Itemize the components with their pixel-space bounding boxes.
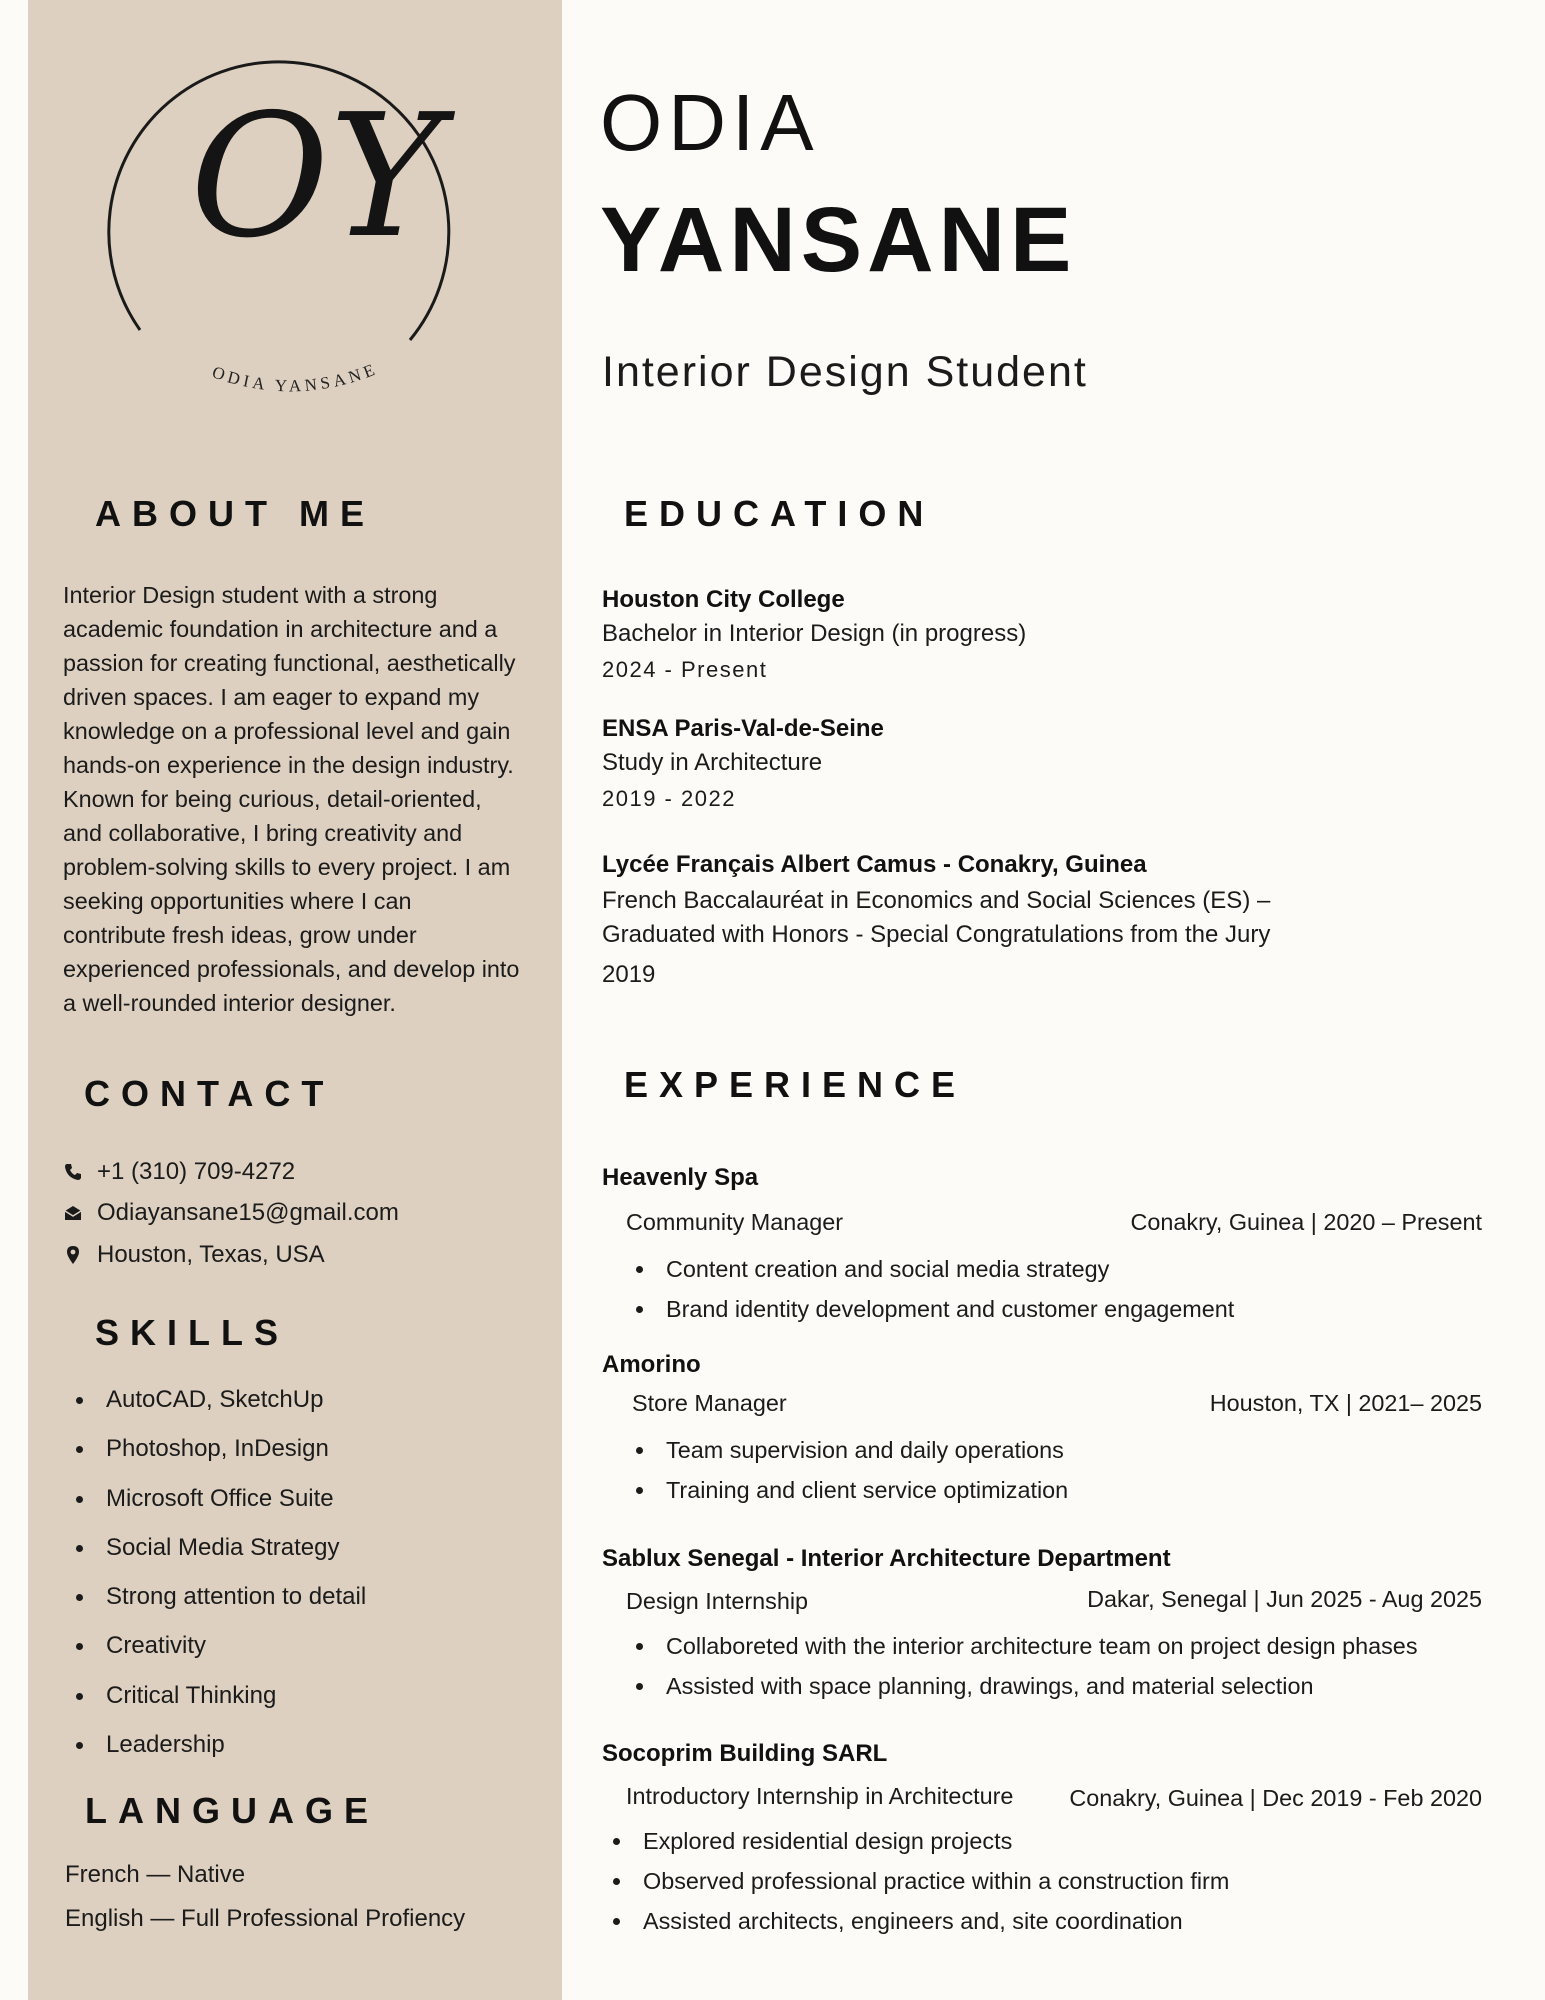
skill-item: Photoshop, InDesign — [76, 1434, 366, 1483]
job-bullets — [632, 1254, 1234, 1334]
education-school: Lycée Français Albert Camus - Conakry, Guinea — [602, 851, 1147, 878]
education-degree: French Baccalauréat in Economics and Social Sciences (ES) – — [602, 887, 1271, 914]
about-line: knowledge on a professional level and gain — [63, 718, 511, 744]
logo-caption: ODIA YANSANE — [209, 358, 381, 396]
logo-graphic — [80, 20, 500, 420]
logo-monogram: OY — [190, 78, 442, 276]
education-school: ENSA Paris-Val-de-Seine — [602, 715, 884, 742]
education-years: 2019 - 2022 — [602, 786, 736, 811]
last-name: YANSANE — [600, 189, 1077, 291]
phone-icon — [63, 1161, 83, 1183]
education-degree: Study in Architecture — [602, 749, 823, 776]
contact-email — [63, 1199, 399, 1227]
skills-list — [76, 1385, 366, 1779]
job-company: Socoprim Building SARL — [602, 1740, 888, 1767]
skill-item: Social Media Strategy — [76, 1533, 366, 1582]
envelope-icon — [63, 1202, 83, 1224]
skill-item: Creativity — [76, 1631, 366, 1680]
experience-heading: EXPERIENCE — [624, 1064, 967, 1105]
phone-number[interactable]: +1 (310) 709-4272 — [97, 1158, 296, 1185]
job-bullet: Team supervision and daily operations — [632, 1435, 1068, 1475]
job-meta: Conakry, Guinea | Dec 2019 - Feb 2020 — [1069, 1785, 1482, 1811]
skill-item: Strong attention to detail — [76, 1582, 366, 1631]
job-company: Amorino — [602, 1351, 701, 1378]
about-line: and collaborative, I bring creativity and — [63, 820, 463, 846]
about-heading: ABOUT ME — [95, 493, 375, 534]
about-line: seeking opportunities where I can — [63, 888, 412, 914]
skill-item: Leadership — [76, 1730, 366, 1779]
about-line: contribute fresh ideas, grow under — [63, 922, 417, 948]
job-bullet: Observed professional practice within a construction firm — [609, 1866, 1229, 1906]
job-bullet: Assisted architects, engineers and, site coordination — [609, 1906, 1229, 1946]
about-line: driven spaces. I am eager to expand my — [63, 684, 480, 710]
contact-phone — [63, 1158, 295, 1186]
job-role: Interior Design Student — [602, 348, 1088, 396]
job-meta: Houston, TX | 2021– 2025 — [1209, 1390, 1482, 1416]
language-item: English — Full Professional Profiency — [65, 1905, 466, 1932]
skill-item: Critical Thinking — [76, 1681, 366, 1730]
about-text — [63, 578, 563, 1020]
job-bullet: Explored residential design projects — [609, 1826, 1229, 1866]
monogram-logo — [80, 20, 500, 420]
job-bullet: Brand identity development and customer engagement — [632, 1294, 1234, 1334]
education-years: 2019 — [602, 961, 656, 988]
job-title: Introductory Internship in Architecture — [626, 1783, 1014, 1809]
contact-location — [63, 1241, 325, 1269]
email-address[interactable]: Odiayansane15@gmail.com — [97, 1199, 399, 1226]
about-line: academic foundation in architecture and a — [63, 616, 498, 642]
job-meta: Dakar, Senegal | Jun 2025 - Aug 2025 — [1087, 1586, 1482, 1612]
about-line: problem-solving skills to every project. I am — [63, 854, 511, 880]
location-text: Houston, Texas, USA — [97, 1241, 325, 1268]
job-company: Sablux Senegal - Interior Architecture Department — [602, 1545, 1171, 1572]
job-bullets — [632, 1435, 1068, 1515]
contact-heading: CONTACT — [84, 1073, 335, 1114]
education-years: 2024 - Present — [602, 657, 768, 682]
education-degree: Graduated with Honors - Special Congratulations from the Jury — [602, 921, 1271, 948]
about-line: passion for creating functional, aesthetically — [63, 650, 516, 676]
first-name: ODIA — [600, 78, 820, 167]
language-heading: LANGUAGE — [85, 1790, 379, 1831]
job-bullet: Collaboreted with the interior architecture team on project design phases — [632, 1631, 1418, 1671]
job-title: Community Manager — [626, 1209, 844, 1235]
about-line: Known for being curious, detail-oriented, — [63, 786, 482, 812]
job-bullet: Training and client service optimization — [632, 1475, 1068, 1515]
skill-item: Microsoft Office Suite — [76, 1484, 366, 1533]
about-line: Interior Design student with a strong — [63, 582, 438, 608]
job-title: Store Manager — [632, 1390, 787, 1416]
job-bullet: Content creation and social media strategy — [632, 1254, 1234, 1294]
job-bullets — [609, 1826, 1229, 1946]
education-school: Houston City College — [602, 586, 845, 613]
job-bullet: Assisted with space planning, drawings, and material selection — [632, 1671, 1418, 1711]
language-item: French — Native — [65, 1861, 246, 1888]
job-meta: Conakry, Guinea | 2020 – Present — [1130, 1209, 1482, 1235]
about-line: hands-on experience in the design industry. — [63, 752, 514, 778]
skill-item: AutoCAD, SketchUp — [76, 1385, 366, 1434]
job-bullets — [632, 1631, 1418, 1711]
about-line: a well-rounded interior designer. — [63, 990, 396, 1016]
job-title: Design Internship — [626, 1588, 809, 1614]
education-degree: Bachelor in Interior Design (in progress) — [602, 620, 1027, 647]
job-company: Heavenly Spa — [602, 1164, 759, 1191]
education-heading: EDUCATION — [624, 493, 935, 534]
map-pin-icon — [63, 1244, 83, 1266]
about-line: experienced professionals, and develop into — [63, 956, 520, 982]
skills-heading: SKILLS — [95, 1312, 290, 1353]
